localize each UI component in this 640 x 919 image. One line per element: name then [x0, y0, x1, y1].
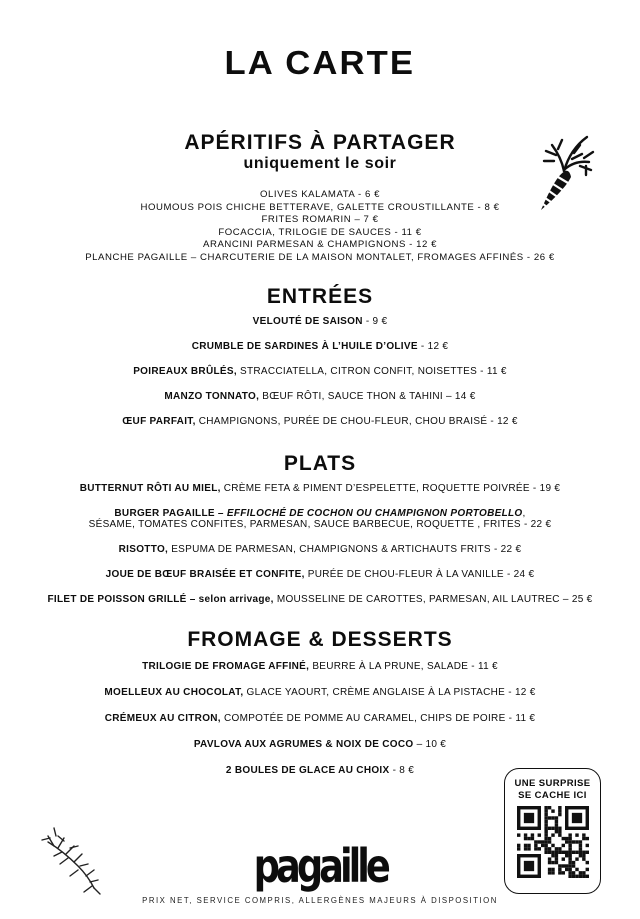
menu-item-text: FILET DE POISSON GRILLÉ – [47, 594, 199, 605]
menu-item-text: ESPUMA DE PARMESAN, CHAMPIGNONS & ARTICHAUTS FRITS - 22 € [168, 544, 522, 555]
menu-item [0, 483, 640, 494]
section-heading: APÉRITIFS À PARTAGER [184, 131, 456, 154]
menu-item [0, 594, 640, 605]
section-entrees [0, 285, 640, 441]
menu-item-text: MOUSSELINE DE CAROTTES, PARMESAN, AIL LAUTREC – 25 € [273, 594, 593, 605]
menu-item [0, 252, 640, 265]
page-title-text: LA CARTE [224, 44, 416, 81]
menu-item [0, 189, 640, 202]
menu-item-text: SÉSAME, TOMATES CONFITES, PARMESAN, SAUCE BARBECUE, ROQUETTE , FRITES - 22 € [88, 519, 552, 530]
menu-item-text: CRUMBLE DE SARDINES À L’HUILE D’OLIVE [191, 341, 418, 352]
menu-item-text: TRILOGIE DE FROMAGE AFFINÉ, [142, 661, 310, 672]
menu-item-text: CHAMPIGNONS, PURÉE DE CHOU-FLEUR, CHOU BRAISÉ - 12 € [195, 416, 518, 427]
menu-item [0, 416, 640, 427]
menu-item-text: STRACCIATELLA, CITRON CONFIT, NOISETTES - 11 € [236, 366, 507, 377]
menu-item [0, 519, 640, 530]
menu-item [0, 202, 640, 215]
menu-item-text: CRÉMEUX AU CITRON, [104, 713, 221, 724]
restaurant-logo-text: pagaille [253, 839, 387, 893]
menu-item [0, 341, 640, 352]
section-heading: PLATS [283, 452, 357, 475]
menu-item-text: MANZO TONNATO, [164, 391, 260, 402]
menu-items-list [0, 189, 640, 265]
menu-item-text: PAVLOVA AUX AGRUMES & NOIX DE COCO [193, 739, 414, 750]
menu-item-text: MOELLEUX AU CHOCOLAT, [104, 687, 244, 698]
menu-item-text: BEURRE À LA PRUNE, SALADE - 11 € [309, 661, 498, 672]
section-subheading: uniquement le soir [243, 155, 397, 172]
menu-item [0, 214, 640, 227]
menu-item-text: - 8 € [389, 765, 415, 776]
section-heading: ENTRÉES [266, 285, 374, 308]
menu-item-text: , [522, 508, 526, 519]
menu-item-text: RISOTTO, [118, 544, 169, 555]
menu-item-text: BURGER PAGAILLE – [114, 508, 227, 519]
menu-item [0, 508, 640, 519]
menu-item-text: HOUMOUS POIS CHICHE BETTERAVE, GALETTE CROUSTILLANTE - 8 € [140, 201, 500, 213]
menu-item-text: COMPOTÉE DE POMME AU CARAMEL, CHIPS DE POIRE - 11 € [220, 713, 536, 724]
section-aperitifs [0, 131, 640, 265]
menu-item-text: PURÉE DE CHOU-FLEUR À LA VANILLE - 24 € [304, 569, 535, 580]
menu-item [0, 227, 640, 240]
menu-item [0, 239, 640, 252]
menu-item [0, 713, 640, 724]
section-heading: FROMAGE & DESSERTS [187, 628, 453, 651]
menu-item-text: BŒUF RÔTI, SAUCE THON & TAHINI – 14 € [259, 391, 476, 402]
menu-items-list [0, 661, 640, 776]
menu-item-text: - 9 € [362, 316, 388, 327]
page-title [0, 44, 640, 82]
menu-items-list [0, 316, 640, 427]
menu-item [0, 569, 640, 580]
menu-item-text: JOUE DE BŒUF BRAISÉE ET CONFITE, [105, 569, 305, 580]
menu-item-text: FOCACCIA, TRILOGIE DE SAUCES - 11 € [218, 226, 422, 238]
surprise-text-line2: SE CACHE ICI [518, 790, 587, 801]
menu-item-text: CRÈME FETA & PIMENT D’ESPELETTE, ROQUETTE POIVRÉE - 19 € [220, 483, 561, 494]
menu-item-text: OLIVES KALAMATA - 6 € [260, 189, 380, 200]
menu-item [0, 739, 640, 750]
menu-item [0, 366, 640, 377]
menu-item-text: POIREAUX BRÛLÉS, [133, 366, 237, 377]
menu-item-text: EFFILOCHÉ DE COCHON OU CHAMPIGNON PORTOBELLO [226, 508, 523, 519]
menu-item-text: selon arrivage, [198, 594, 274, 605]
menu-item-text: – 10 € [413, 739, 447, 750]
menu-items-list [0, 483, 640, 605]
menu-item-text: FRITES ROMARIN – 7 € [261, 214, 379, 226]
menu-item [0, 687, 640, 698]
menu-item-text: 2 BOULES DE GLACE AU CHOIX [225, 765, 390, 776]
menu-item-text: ARANCINI PARMESAN & CHAMPIGNONS - 12 € [203, 239, 437, 251]
surprise-text-line1: UNE SURPRISE [514, 778, 591, 789]
footer-note: PRIX NET, SERVICE COMPRIS, ALLERGÈNES MAJEURS À DISPOSITION [142, 896, 498, 905]
menu-item-text: - 12 € [417, 341, 449, 352]
menu-item [0, 316, 640, 327]
section-fromage-desserts [0, 628, 640, 791]
menu-item [0, 544, 640, 555]
menu-item-text: PLANCHE PAGAILLE – CHARCUTERIE DE LA MAISON MONTALET, FROMAGES AFFINÉS - 26 € [85, 251, 555, 263]
menu-item-text: ŒUF PARFAIT, [122, 416, 196, 427]
menu-item-text: GLACE YAOURT, CRÈME ANGLAISE À LA PISTACHE - 12 € [243, 687, 536, 698]
menu-item [0, 391, 640, 402]
menu-item [0, 661, 640, 672]
restaurant-logo [0, 839, 640, 893]
section-plats [0, 452, 640, 619]
menu-item-text: VELOUTÉ DE SAISON [252, 316, 363, 327]
menu-item-text: BUTTERNUT RÔTI AU MIEL, [79, 483, 221, 494]
